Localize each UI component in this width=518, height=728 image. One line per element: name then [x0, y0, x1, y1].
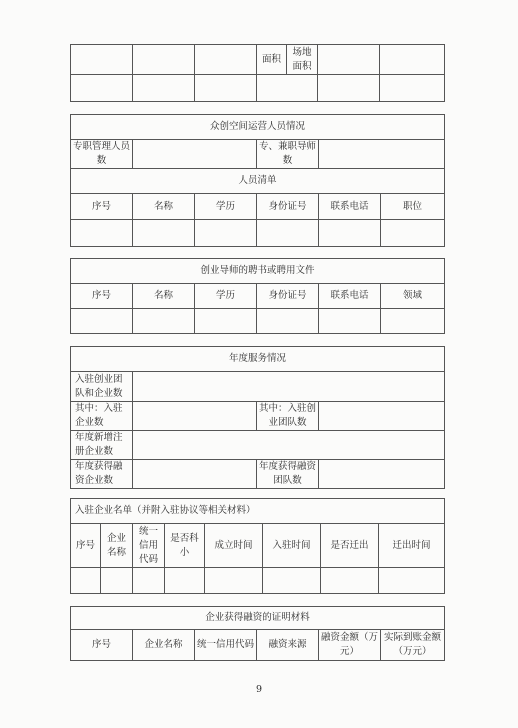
col-header: 融资来源: [257, 630, 319, 661]
new-registered-value[interactable]: [133, 431, 445, 460]
table-cell[interactable]: [71, 309, 133, 334]
table-cell[interactable]: [319, 220, 381, 247]
site-area-table: [70, 44, 445, 102]
col-header: 序号: [71, 284, 133, 309]
col-header: 联系电话: [319, 284, 381, 309]
table-cell[interactable]: [71, 568, 101, 594]
table-cell[interactable]: [379, 568, 445, 594]
table-cell[interactable]: [263, 568, 321, 594]
mentors-value[interactable]: [319, 140, 445, 169]
financing-table: [70, 606, 445, 661]
col-header: 企业名称: [133, 630, 195, 661]
col-header: 序号: [71, 194, 133, 220]
table-cell[interactable]: [205, 568, 263, 594]
mentors-label: 专、兼职导师数: [257, 140, 319, 169]
col-header: 统一信用代码: [195, 630, 257, 661]
teams-enterprises-label: 入驻创业团队和企业数: [71, 372, 133, 402]
ops-staff-table: [70, 114, 445, 247]
col-header: 实际到账金额（万元）: [381, 630, 445, 661]
col-header: 统一信用代码: [133, 524, 165, 568]
table-cell[interactable]: [321, 568, 379, 594]
table-cell[interactable]: [71, 220, 133, 247]
col-header: 序号: [71, 524, 101, 568]
col-header: 入驻时间: [263, 524, 321, 568]
col-header: 学历: [195, 284, 257, 309]
table-cell[interactable]: [195, 309, 257, 334]
table-cell[interactable]: [195, 220, 257, 247]
col-header: 融资金额（万元）: [319, 630, 381, 661]
service-title: 年度服务情况: [71, 347, 445, 372]
teams-in-value[interactable]: [319, 402, 445, 431]
table-cell[interactable]: [133, 220, 195, 247]
site-area-label: 场地面积: [287, 45, 318, 75]
col-header: 领域: [381, 284, 445, 309]
table-cell[interactable]: [165, 568, 205, 594]
table-cell[interactable]: [381, 220, 445, 247]
table-cell[interactable]: [133, 568, 165, 594]
roster-table: [70, 498, 445, 594]
table-cell[interactable]: [257, 220, 319, 247]
enterprises-in-label: 其中：入驻企业数: [71, 402, 133, 431]
fulltime-staff-label: 专职管理人员数: [71, 140, 133, 169]
col-header: 是否科小: [165, 524, 205, 568]
table-cell[interactable]: [257, 309, 319, 334]
col-header: 名称: [133, 284, 195, 309]
financing-title: 企业获得融资的证明材料: [71, 607, 445, 630]
enterprises-in-value[interactable]: [133, 402, 257, 431]
roster-title: 入驻企业名单（并附入驻协议等相关材料）: [71, 499, 445, 524]
table-cell[interactable]: [319, 309, 381, 334]
funded-teams-value[interactable]: [319, 460, 445, 489]
funded-enterprises-label: 年度获得融资企业数: [71, 460, 133, 489]
area-label: 面积: [257, 45, 287, 75]
col-header: 企业名称: [101, 524, 133, 568]
teams-enterprises-value[interactable]: [133, 372, 445, 402]
col-header: 职位: [381, 194, 445, 220]
col-header: 联系电话: [319, 194, 381, 220]
service-table: [70, 346, 445, 489]
table-cell[interactable]: [381, 309, 445, 334]
col-header: 名称: [133, 194, 195, 220]
page-number: 9: [255, 684, 263, 695]
col-header: 序号: [71, 630, 133, 661]
col-header: 身份证号: [257, 284, 319, 309]
col-header: 迁出时间: [379, 524, 445, 568]
fulltime-staff-value[interactable]: [133, 140, 257, 169]
col-header: 是否迁出: [321, 524, 379, 568]
funded-teams-label: 年度获得融资团队数: [257, 460, 319, 489]
mentor-title: 创业导师的聘书或聘用文件: [71, 259, 445, 284]
ops-title: 众创空间运营人员情况: [71, 115, 445, 140]
funded-enterprises-value[interactable]: [133, 460, 257, 489]
col-header: 身份证号: [257, 194, 319, 220]
col-header: 学历: [195, 194, 257, 220]
new-registered-label: 年度新增注册企业数: [71, 431, 133, 460]
mentor-table: [70, 258, 445, 334]
table-cell[interactable]: [133, 309, 195, 334]
col-header: 成立时间: [205, 524, 263, 568]
teams-in-label: 其中：入驻创业团队数: [257, 402, 319, 431]
table-cell[interactable]: [101, 568, 133, 594]
personnel-list-title: 人员清单: [71, 169, 445, 194]
